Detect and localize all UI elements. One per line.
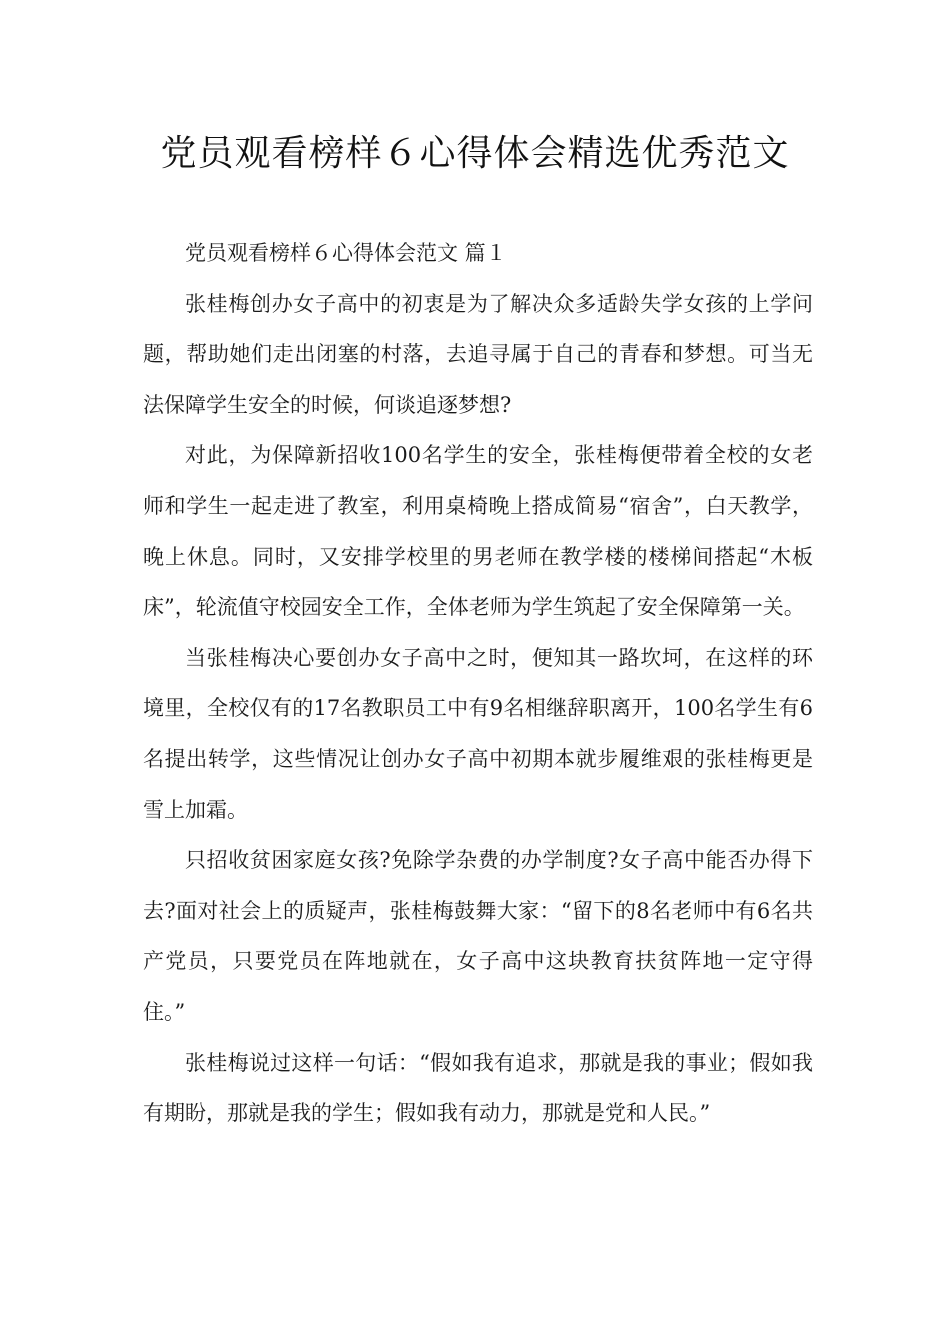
document-body [143,228,813,1139]
paragraph: 张桂梅创办女子高中的初衷是为了解决众多适龄失学女孩的上学问题，帮助她们走出闭塞的村落，去追寻属于自己的青春和梦想。可当无法保障学生安全的时候，何谈追逐梦想? [143,291,813,417]
paragraph: 对此，为保障新招收100名学生的安全，张桂梅便带着全校的女老师和学生一起走进了教室，利用桌椅晚上搭成简易“宿舍”，白天教学，晚上休息。同时，又安排学校里的男老师在教学楼的楼梯间搭起“木板床”，轮流值守校园安全工作，全体老师为学生筑起了安全保障第一关。 [143,443,813,620]
document-title: 党员观看榜样６心得体会精选优秀范文 [160,133,790,174]
section-heading: 党员观看榜样６心得体会范文 篇１ [185,241,507,265]
paragraph: 张桂梅说过这样一句话：“假如我有追求，那就是我的事业；假如我有期盼，那就是我的学生；假如我有动力，那就是党和人民。” [143,1050,813,1126]
paragraph: 只招收贫困家庭女孩?免除学杂费的办学制度?女子高中能否办得下去?面对社会上的质疑声，张桂梅鼓舞大家：“留下的8名老师中有6名共产党员，只要党员在阵地就在，女子高中这块教育扶贫阵地一定守得住。” [143,848,813,1024]
paragraph: 当张桂梅决心要创办女子高中之时，便知其一路坎坷，在这样的环境里，全校仅有的17名教职员工中有9名相继辞职离开，100名学生有6名提出转学，这些情况让创办女子高中初期本就步履维艰的张桂梅更是雪上加霜。 [143,645,813,822]
